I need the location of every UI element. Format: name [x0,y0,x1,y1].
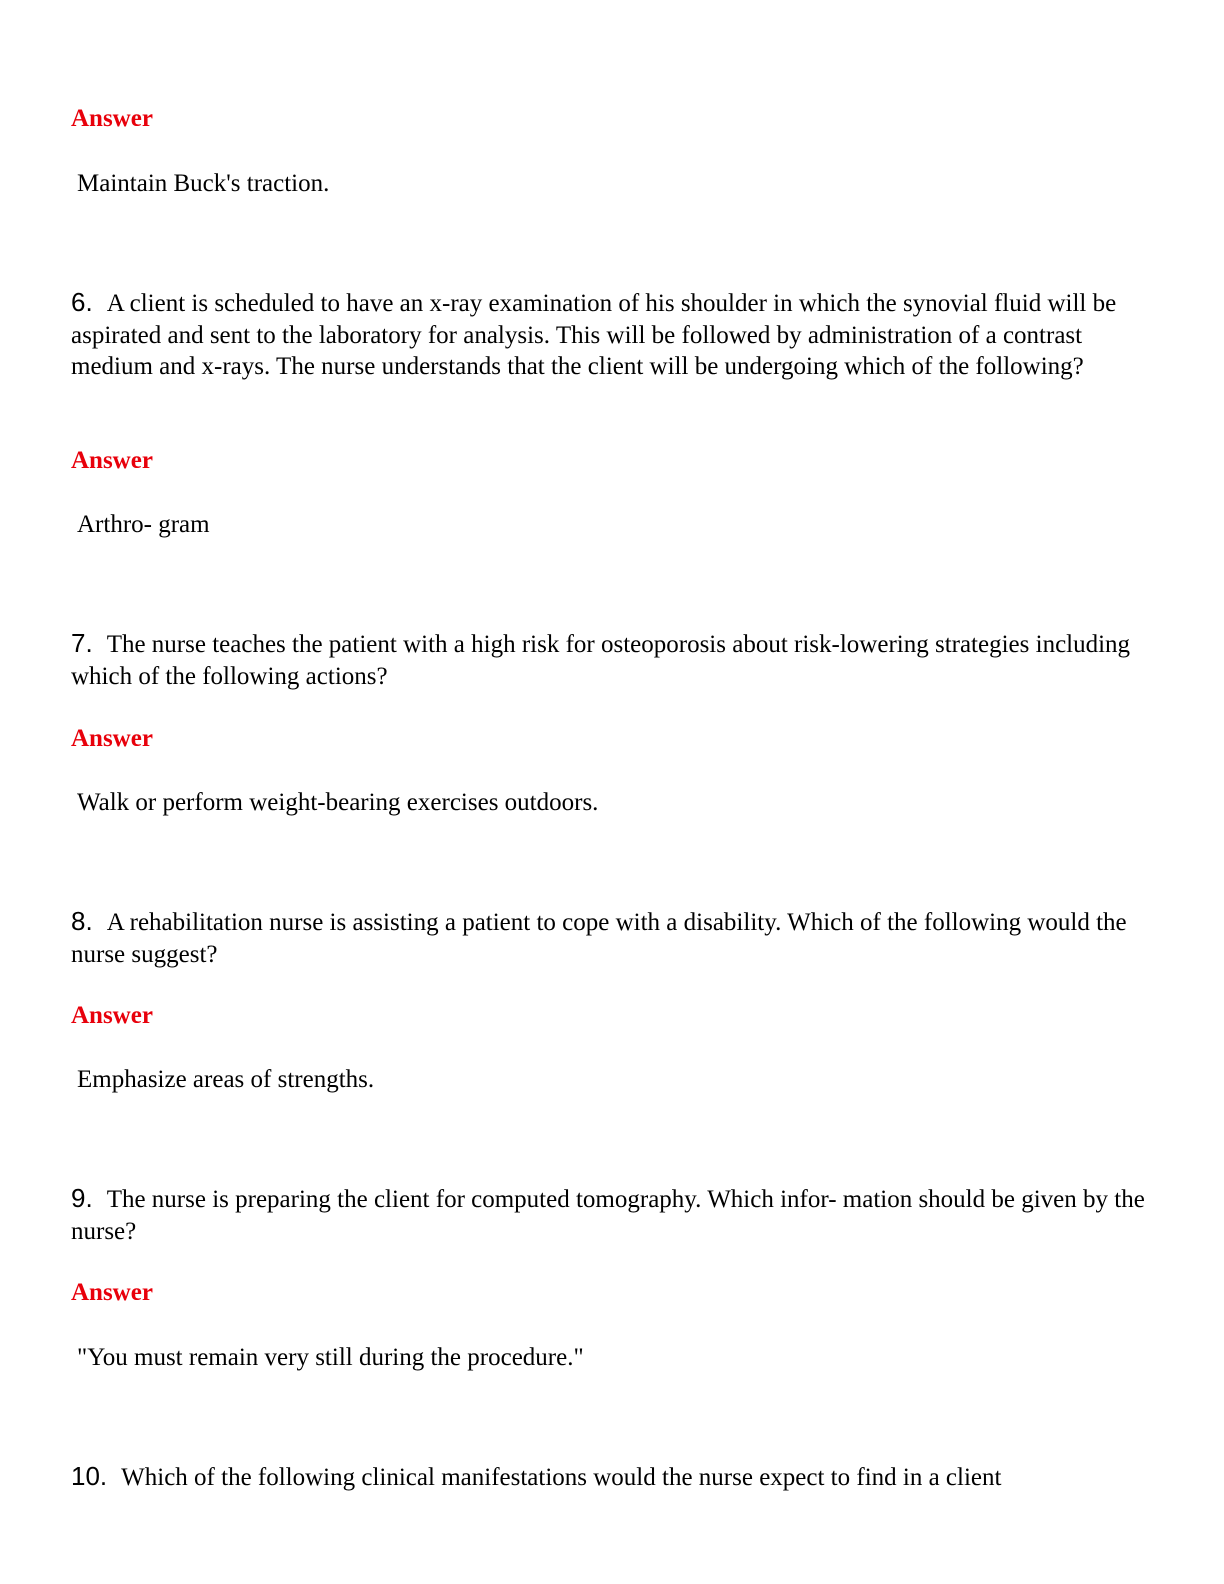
answer-label: Answer [71,447,153,474]
answer-label: Answer [71,725,153,752]
question-number: 6. [71,287,93,317]
question-10 [71,1461,1146,1494]
answer-label: Answer [71,1279,153,1306]
answer-text: Emphasize areas of strengths. [77,1066,375,1093]
question-8 [71,906,1146,970]
answer-text: Maintain Buck's traction. [77,170,330,197]
answer-label: Answer [71,1002,153,1029]
question-number: 8. [71,906,93,936]
answer-text: Arthro- gram [77,511,210,538]
answer-text: "You must remain very still during the procedure." [77,1344,584,1371]
question-text: The nurse is preparing the client for computed tomography. Which infor- mation should be given by the nurse? [71,1186,1145,1245]
question-text: Which of the following clinical manifestations would the nurse expect to find in a client [121,1464,1002,1491]
question-7 [71,628,1146,692]
question-number: 7. [71,628,93,658]
question-text: A client is scheduled to have an x-ray examination of his shoulder in which the synovial fluid will be aspirated and sent to the laboratory for analysis. This will be followed by administration of a contrast medium and x-rays. The nurse understands that the client will be undergoing which of the following? [71,290,1117,380]
question-number: 10. [71,1461,108,1491]
answer-label: Answer [71,105,153,132]
question-6 [71,287,1146,383]
question-text: A rehabilitation nurse is assisting a patient to cope with a disability. Which of the following would the nurse suggest? [71,909,1127,968]
question-number: 9. [71,1183,93,1213]
answer-text: Walk or perform weight-bearing exercises outdoors. [77,789,599,816]
question-9 [71,1183,1146,1247]
question-text: The nurse teaches the patient with a high risk for osteoporosis about risk-lowering strategies including which of the following actions? [71,631,1131,690]
